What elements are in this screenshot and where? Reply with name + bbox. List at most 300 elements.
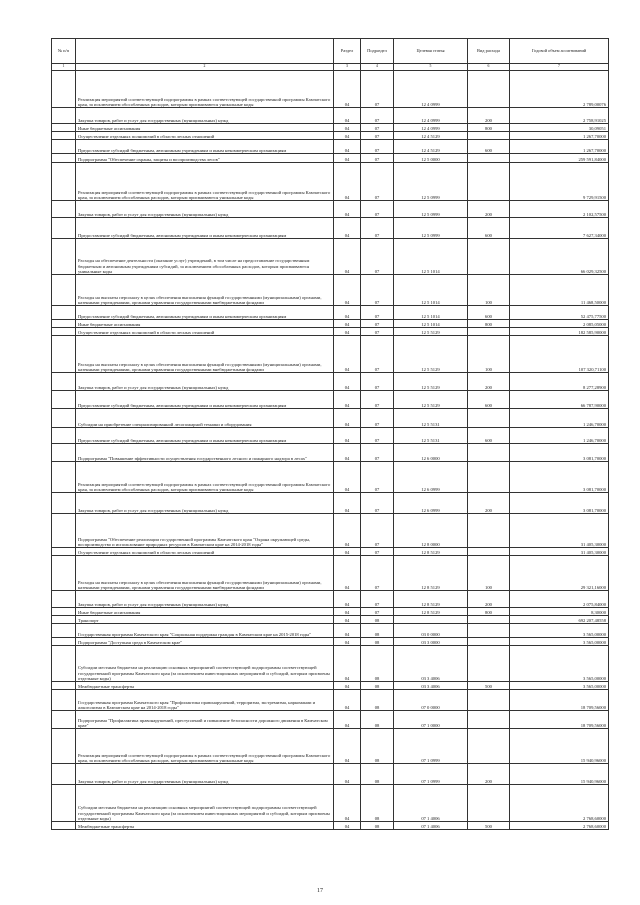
row-podrazdel-cell: 08: [361, 682, 394, 690]
row-number-cell: [52, 638, 76, 646]
row-statya-cell: 07 1 4006: [394, 785, 468, 822]
row-vid-cell: [468, 132, 510, 140]
table-row: [52, 616, 609, 624]
row-razdel-cell: 04: [334, 373, 361, 391]
row-podrazdel-cell: 07: [361, 154, 394, 163]
row-number-cell: [52, 548, 76, 556]
row-vid-cell: [468, 785, 510, 822]
row-vid-cell: 100: [468, 275, 510, 306]
row-sum-cell: 31 405,30000: [510, 548, 609, 556]
row-vid-cell: 500: [468, 822, 510, 830]
table-row: [52, 729, 609, 764]
row-podrazdel-cell: 07: [361, 548, 394, 556]
row-razdel-cell: 04: [334, 140, 361, 154]
row-vid-cell: [468, 163, 510, 201]
row-sum-cell: 692 207,48558: [510, 616, 609, 624]
row-vid-cell: [468, 729, 510, 764]
header-name: [76, 39, 334, 64]
row-razdel-cell: 04: [334, 591, 361, 608]
row-vid-cell: 200: [468, 201, 510, 218]
row-podrazdel-cell: 07: [361, 201, 394, 218]
row-podrazdel-cell: 08: [361, 638, 394, 646]
row-sum-cell: 52 475,77500: [510, 306, 609, 320]
row-sum-cell: 8 277,28900: [510, 373, 609, 391]
row-number-cell: [52, 711, 76, 729]
row-sum-cell: 66 787,90000: [510, 391, 609, 409]
row-vid-cell: 600: [468, 140, 510, 154]
row-name-cell: Осуществление отдельных полномочий в области лесных отношений: [76, 548, 334, 556]
table-row: [52, 140, 609, 154]
row-podrazdel-cell: 07: [361, 108, 394, 124]
row-name-cell: Предоставление субсидий бюджетным, автономным учреждениям и иным некоммерческим организациям: [76, 306, 334, 320]
row-number-cell: [52, 163, 76, 201]
row-name-cell: Предоставление субсидий бюджетным, автономным учреждениям и иным некоммерческим организациям: [76, 218, 334, 239]
row-podrazdel-cell: 07: [361, 493, 394, 514]
row-vid-cell: [468, 444, 510, 462]
row-razdel-cell: 04: [334, 124, 361, 132]
row-vid-cell: [468, 646, 510, 682]
row-razdel-cell: 04: [334, 320, 361, 328]
row-razdel-cell: 04: [334, 391, 361, 409]
index-cell: 6: [468, 64, 510, 71]
row-vid-cell: 600: [468, 306, 510, 320]
row-statya-cell: 12 5 0999: [394, 163, 468, 201]
row-razdel-cell: 04: [334, 328, 361, 336]
index-row: [52, 64, 609, 71]
row-podrazdel-cell: 07: [361, 218, 394, 239]
row-name-cell: Расходы на выплаты персоналу в целях обеспечения выполнения функций государственными (муниципальными) органами, казенными учреждениями, органами управления государственными внебюджетными фондами: [76, 275, 334, 306]
row-name-cell: Закупка товаров, работ и услуг для государственных (муниципальных) нужд: [76, 201, 334, 218]
row-statya-cell: 12 5 5129: [394, 328, 468, 336]
row-name-cell: Транспорт: [76, 616, 334, 624]
row-number-cell: [52, 275, 76, 306]
row-statya-cell: 12 5 0000: [394, 154, 468, 163]
row-number-cell: [52, 514, 76, 548]
row-name-cell: Осуществление отдельных полномочий в области лесных отношений: [76, 132, 334, 140]
header-sum: Годовой объем ассигнований: [510, 39, 609, 64]
row-razdel-cell: 04: [334, 444, 361, 462]
row-vid-cell: [468, 548, 510, 556]
row-name-cell: Реализация мероприятий соответствующей подпрограммы в рамках соответствующей государственной программы Камчатского края, за исключением обособленных расходов, которым присваиваются уникальные коды: [76, 163, 334, 201]
row-number-cell: [52, 409, 76, 428]
row-number-cell: [52, 493, 76, 514]
row-number-cell: [52, 608, 76, 616]
row-name-cell: Иные бюджетные ассигнования: [76, 320, 334, 328]
row-statya-cell: 12 5 0999: [394, 218, 468, 239]
row-statya-cell: 12 4 0999: [394, 124, 468, 132]
row-name-cell: Подпрограмма "Обеспечение реализации государственной программы Камчатского края "Охрана окружающей среды, воспроизводство и использование природных ресурсов в Камчатском крае на 2014-2018 годы": [76, 514, 334, 548]
row-number-cell: [52, 462, 76, 493]
table-row: [52, 391, 609, 409]
row-number-cell: [52, 218, 76, 239]
row-number-cell: [52, 154, 76, 163]
row-name-cell: Закупка товаров, работ и услуг для государственных (муниципальных) нужд: [76, 373, 334, 391]
row-number-cell: [52, 108, 76, 124]
row-number-cell: [52, 124, 76, 132]
row-sum-cell: 3 565,00000: [510, 624, 609, 638]
row-statya-cell: 12 5 5131: [394, 409, 468, 428]
row-vid-cell: [468, 690, 510, 711]
row-razdel-cell: 04: [334, 409, 361, 428]
row-sum-cell: 1 267,70000: [510, 140, 609, 154]
table-row: [52, 428, 609, 444]
row-podrazdel-cell: 08: [361, 729, 394, 764]
table-row: [52, 514, 609, 548]
row-statya-cell: 07 1 4006: [394, 822, 468, 830]
table-row: [52, 108, 609, 124]
row-vid-cell: [468, 154, 510, 163]
row-razdel-cell: 04: [334, 729, 361, 764]
row-vid-cell: [468, 514, 510, 548]
row-name-cell: Предоставление субсидий бюджетным, автономным учреждениям и иным некоммерческим организациям: [76, 428, 334, 444]
row-number-cell: [52, 690, 76, 711]
row-razdel-cell: 04: [334, 493, 361, 514]
row-statya-cell: 12 6 0999: [394, 493, 468, 514]
row-name-cell: Осуществление отдельных полномочий в области лесных отношений: [76, 328, 334, 336]
row-statya-cell: 07 0 0000: [394, 690, 468, 711]
row-number-cell: [52, 428, 76, 444]
row-sum-cell: 3 081,70000: [510, 444, 609, 462]
row-number-cell: [52, 764, 76, 785]
table-row: [52, 690, 609, 711]
header-vid: Вид расхода: [468, 39, 510, 64]
row-vid-cell: 100: [468, 556, 510, 591]
row-name-cell: Подпрограмма "Повышение эффективности осуществления государственного лесного и пожарного надзора в лесах": [76, 444, 334, 462]
row-podrazdel-cell: 07: [361, 306, 394, 320]
row-number-cell: [52, 729, 76, 764]
row-statya-cell: 12 5 0999: [394, 201, 468, 218]
row-number-cell: [52, 336, 76, 373]
index-cell: 1: [52, 64, 76, 71]
row-number-cell: [52, 785, 76, 822]
row-name-cell: Межбюджетные трансферты: [76, 682, 334, 690]
row-razdel-cell: 04: [334, 306, 361, 320]
row-number-cell: [52, 556, 76, 591]
row-name-cell: Предоставление субсидий бюджетным, автономным учреждениям и иным некоммерческим организациям: [76, 391, 334, 409]
row-sum-cell: 107 320,71100: [510, 336, 609, 373]
row-statya-cell: 12 4 0999: [394, 71, 468, 108]
row-name-cell: Закупка товаров, работ и услуг для государственных (муниципальных) нужд: [76, 764, 334, 785]
row-podrazdel-cell: 07: [361, 163, 394, 201]
row-statya-cell: 07 1 0999: [394, 764, 468, 785]
index-cell: 5: [394, 64, 468, 71]
row-number-cell: [52, 391, 76, 409]
row-sum-cell: 3 565,00000: [510, 638, 609, 646]
row-razdel-cell: 04: [334, 336, 361, 373]
row-name-cell: Реализация мероприятий соответствующей подпрограммы в рамках соответствующей государственной программы Камчатского края, за исключением обособленных расходов, которым присваиваются уникальные коды: [76, 729, 334, 764]
table-row: [52, 336, 609, 373]
row-razdel-cell: 04: [334, 646, 361, 682]
row-podrazdel-cell: 07: [361, 514, 394, 548]
row-sum-cell: 18 709,56000: [510, 711, 609, 729]
row-podrazdel-cell: 07: [361, 608, 394, 616]
row-razdel-cell: 04: [334, 822, 361, 830]
row-vid-cell: [468, 328, 510, 336]
row-name-cell: Расходы на обеспечение деятельности (оказание услуг) учреждений, в том числе на предоставление государственным бюджетным и автономным учреждениям субсидий, за исключением обособленных расходов, которым присваиваются уникальные коды: [76, 239, 334, 275]
table-row: [52, 764, 609, 785]
row-sum-cell: 9 729,91500: [510, 163, 609, 201]
row-razdel-cell: 04: [334, 711, 361, 729]
row-podrazdel-cell: 08: [361, 822, 394, 830]
table-row: [52, 556, 609, 591]
row-number-cell: [52, 140, 76, 154]
row-statya-cell: 12 4 0999: [394, 108, 468, 124]
row-razdel-cell: 04: [334, 239, 361, 275]
row-vid-cell: 800: [468, 320, 510, 328]
row-statya-cell: 12 6 0999: [394, 462, 468, 493]
row-sum-cell: 7 627,34000: [510, 218, 609, 239]
row-number-cell: [52, 201, 76, 218]
row-vid-cell: [468, 239, 510, 275]
row-podrazdel-cell: 07: [361, 428, 394, 444]
table-row: [52, 711, 609, 729]
header-num: № п/п: [52, 39, 76, 64]
row-podrazdel-cell: 07: [361, 320, 394, 328]
row-number-cell: [52, 328, 76, 336]
index-cell: 2: [76, 64, 334, 71]
row-number-cell: [52, 71, 76, 108]
row-sum-cell: 182 585,90000: [510, 328, 609, 336]
table-row: [52, 275, 609, 306]
table-row: [52, 132, 609, 140]
table-row: [52, 646, 609, 682]
row-number-cell: [52, 306, 76, 320]
row-podrazdel-cell: 08: [361, 616, 394, 624]
row-razdel-cell: 04: [334, 462, 361, 493]
row-number-cell: [52, 444, 76, 462]
table-row: [52, 306, 609, 320]
row-statya-cell: 12 5 5129: [394, 336, 468, 373]
row-statya-cell: 03 3 4006: [394, 646, 468, 682]
table-row: [52, 239, 609, 275]
row-razdel-cell: 04: [334, 690, 361, 711]
row-razdel-cell: 04: [334, 764, 361, 785]
row-number-cell: [52, 682, 76, 690]
row-statya-cell: 12 5 1014: [394, 239, 468, 275]
row-razdel-cell: 04: [334, 71, 361, 108]
row-sum-cell: 11 468,50000: [510, 275, 609, 306]
row-podrazdel-cell: 08: [361, 646, 394, 682]
row-vid-cell: 200: [468, 591, 510, 608]
row-statya-cell: 07 1 0000: [394, 711, 468, 729]
row-sum-cell: 29 321,16000: [510, 556, 609, 591]
row-number-cell: [52, 624, 76, 638]
row-podrazdel-cell: 08: [361, 711, 394, 729]
row-name-cell: Субсидии на приобретение специализированной лесопожарной техники и оборудования: [76, 409, 334, 428]
row-name-cell: Закупка товаров, работ и услуг для государственных (муниципальных) нужд: [76, 591, 334, 608]
row-sum-cell: 30,09051: [510, 124, 609, 132]
row-razdel-cell: 04: [334, 624, 361, 638]
table-row: [52, 373, 609, 391]
row-name-cell: Предоставление субсидий бюджетным, автономным учреждениям и иным некоммерческим организациям: [76, 140, 334, 154]
row-podrazdel-cell: 07: [361, 409, 394, 428]
row-podrazdel-cell: 07: [361, 462, 394, 493]
table-row: [52, 163, 609, 201]
row-razdel-cell: 04: [334, 785, 361, 822]
row-statya-cell: 12 5 1014: [394, 320, 468, 328]
row-statya-cell: 12 8 0000: [394, 514, 468, 548]
row-vid-cell: 200: [468, 764, 510, 785]
row-statya-cell: 12 8 5129: [394, 548, 468, 556]
row-vid-cell: [468, 711, 510, 729]
row-sum-cell: 2 789,00076: [510, 71, 609, 108]
row-razdel-cell: 04: [334, 201, 361, 218]
row-sum-cell: 2 758,91025: [510, 108, 609, 124]
row-name-cell: Иные бюджетные ассигнования: [76, 124, 334, 132]
row-vid-cell: [468, 638, 510, 646]
row-number-cell: [52, 646, 76, 682]
row-name-cell: Закупка товаров, работ и услуг для государственных (муниципальных) нужд: [76, 108, 334, 124]
row-podrazdel-cell: 07: [361, 328, 394, 336]
row-vid-cell: 500: [468, 682, 510, 690]
row-number-cell: [52, 822, 76, 830]
row-sum-cell: 1 246,70000: [510, 409, 609, 428]
row-sum-cell: 259 591,84000: [510, 154, 609, 163]
row-statya-cell: 12 5 1014: [394, 306, 468, 320]
row-podrazdel-cell: 08: [361, 624, 394, 638]
row-sum-cell: 1 246,70000: [510, 428, 609, 444]
row-vid-cell: [468, 462, 510, 493]
row-razdel-cell: 04: [334, 154, 361, 163]
row-statya-cell: 03 0 0000: [394, 624, 468, 638]
row-vid-cell: 600: [468, 428, 510, 444]
table-row: [52, 320, 609, 328]
row-name-cell: Государственная программа Камчатского края "Профилактика правонарушений, терроризма, экстремизма, наркомании и алкоголизма в Камчатском крае на 2014-2018 годы": [76, 690, 334, 711]
table-row: [52, 328, 609, 336]
row-podrazdel-cell: 07: [361, 336, 394, 373]
row-razdel-cell: 04: [334, 428, 361, 444]
row-name-cell: Подпрограмма "Обеспечение охраны, защиты и воспроизводства лесов": [76, 154, 334, 163]
row-statya-cell: 07 1 0999: [394, 729, 468, 764]
table-row: [52, 409, 609, 428]
row-name-cell: Расходы на выплаты персоналу в целях обеспечения выполнения функций государственными (муниципальными) органами, казенными учреждениями, органами управления государственными внебюджетными фондами: [76, 336, 334, 373]
row-statya-cell: 12 4 5129: [394, 132, 468, 140]
row-podrazdel-cell: 07: [361, 124, 394, 132]
row-statya-cell: 12 8 5129: [394, 556, 468, 591]
page-number: 17: [317, 888, 323, 894]
row-razdel-cell: 04: [334, 616, 361, 624]
row-sum-cell: 2 085,05000: [510, 320, 609, 328]
row-razdel-cell: 04: [334, 163, 361, 201]
row-number-cell: [52, 616, 76, 624]
row-razdel-cell: 04: [334, 218, 361, 239]
row-razdel-cell: 04: [334, 132, 361, 140]
row-name-cell: Иные бюджетные ассигнования: [76, 608, 334, 616]
row-sum-cell: 15 940,96000: [510, 764, 609, 785]
row-vid-cell: [468, 71, 510, 108]
row-razdel-cell: 04: [334, 514, 361, 548]
table-row: [52, 462, 609, 493]
row-statya-cell: 12 4 5129: [394, 140, 468, 154]
row-podrazdel-cell: 07: [361, 391, 394, 409]
row-razdel-cell: 04: [334, 556, 361, 591]
header-statya: Целевая статья: [394, 39, 468, 64]
row-sum-cell: 3 081,70000: [510, 493, 609, 514]
row-vid-cell: 800: [468, 608, 510, 616]
row-name-cell: Реализация мероприятий соответствующей подпрограммы в рамках соответствующей государственной программы Камчатского края, за исключением обособленных расходов, которым присваиваются уникальные коды: [76, 462, 334, 493]
table-row: [52, 154, 609, 163]
row-sum-cell: 1 267,70000: [510, 132, 609, 140]
table-row: [52, 124, 609, 132]
row-vid-cell: 200: [468, 373, 510, 391]
header-podrazdel: Подраздел: [361, 39, 394, 64]
row-statya-cell: 12 5 1014: [394, 275, 468, 306]
row-sum-cell: 2 768,60000: [510, 785, 609, 822]
row-name-cell: Расходы на выплаты персоналу в целях обеспечения выполнения функций государственными (муниципальными) органами, казенными учреждениями, органами управления государственными внебюджетными фондами: [76, 556, 334, 591]
row-name-cell: Субсидии местным бюджетам на реализацию основных мероприятий соответствующей подпрограммы соответствующей государственной программы Камчатского края (за исключением инвестиционных мероприятий и субсидий, которым присвоены отдельные коды): [76, 646, 334, 682]
row-name-cell: Закупка товаров, работ и услуг для государственных (муниципальных) нужд: [76, 493, 334, 514]
row-number-cell: [52, 591, 76, 608]
row-razdel-cell: 04: [334, 548, 361, 556]
row-podrazdel-cell: 07: [361, 239, 394, 275]
row-razdel-cell: 04: [334, 108, 361, 124]
row-podrazdel-cell: 08: [361, 785, 394, 822]
row-sum-cell: 31 405,30000: [510, 514, 609, 548]
row-podrazdel-cell: 07: [361, 132, 394, 140]
row-vid-cell: [468, 624, 510, 638]
index-cell: 4: [361, 64, 394, 71]
table-row: [52, 71, 609, 108]
table-row: [52, 591, 609, 608]
row-number-cell: [52, 132, 76, 140]
row-sum-cell: 3 565,00000: [510, 682, 609, 690]
table-row: [52, 624, 609, 638]
row-name-cell: Субсидии местным бюджетам на реализацию основных мероприятий соответствующей подпрограммы соответствующей государственной программы Камчатского края (за исключением инвестиционных мероприятий и субсидий, которым присвоены отдельные коды): [76, 785, 334, 822]
row-statya-cell: 12 5 5131: [394, 428, 468, 444]
row-number-cell: [52, 373, 76, 391]
row-sum-cell: 2 102,57500: [510, 201, 609, 218]
row-podrazdel-cell: 07: [361, 444, 394, 462]
row-name-cell: Межбюджетные трансферты: [76, 822, 334, 830]
row-sum-cell: 3 565,00000: [510, 646, 609, 682]
table-row: [52, 218, 609, 239]
row-razdel-cell: 04: [334, 275, 361, 306]
row-statya-cell: 12 5 5129: [394, 373, 468, 391]
row-podrazdel-cell: 07: [361, 556, 394, 591]
row-name-cell: Подпрограмма "Доступная среда в Камчатском крае": [76, 638, 334, 646]
table-row: [52, 608, 609, 616]
row-sum-cell: 18 709,56000: [510, 690, 609, 711]
row-sum-cell: 3 081,70000: [510, 462, 609, 493]
row-razdel-cell: 04: [334, 682, 361, 690]
row-statya-cell: [394, 616, 468, 624]
row-sum-cell: 15 940,96000: [510, 729, 609, 764]
table-row: [52, 785, 609, 822]
row-podrazdel-cell: 08: [361, 764, 394, 785]
row-vid-cell: 200: [468, 108, 510, 124]
row-podrazdel-cell: 07: [361, 275, 394, 306]
index-cell: 7: [510, 64, 609, 71]
row-vid-cell: 100: [468, 336, 510, 373]
row-sum-cell: 8,30000: [510, 608, 609, 616]
table-row: [52, 444, 609, 462]
table-row: [52, 638, 609, 646]
row-statya-cell: 12 6 0000: [394, 444, 468, 462]
row-sum-cell: 2 768,60000: [510, 822, 609, 830]
row-vid-cell: [468, 409, 510, 428]
row-number-cell: [52, 320, 76, 328]
row-podrazdel-cell: 07: [361, 373, 394, 391]
row-number-cell: [52, 239, 76, 275]
row-statya-cell: 12 8 5129: [394, 608, 468, 616]
row-vid-cell: 200: [468, 493, 510, 514]
row-sum-cell: 2 075,84000: [510, 591, 609, 608]
budget-table: [51, 38, 609, 830]
row-vid-cell: [468, 616, 510, 624]
row-statya-cell: 12 8 5129: [394, 591, 468, 608]
row-podrazdel-cell: 07: [361, 591, 394, 608]
row-statya-cell: 03 3 4006: [394, 682, 468, 690]
